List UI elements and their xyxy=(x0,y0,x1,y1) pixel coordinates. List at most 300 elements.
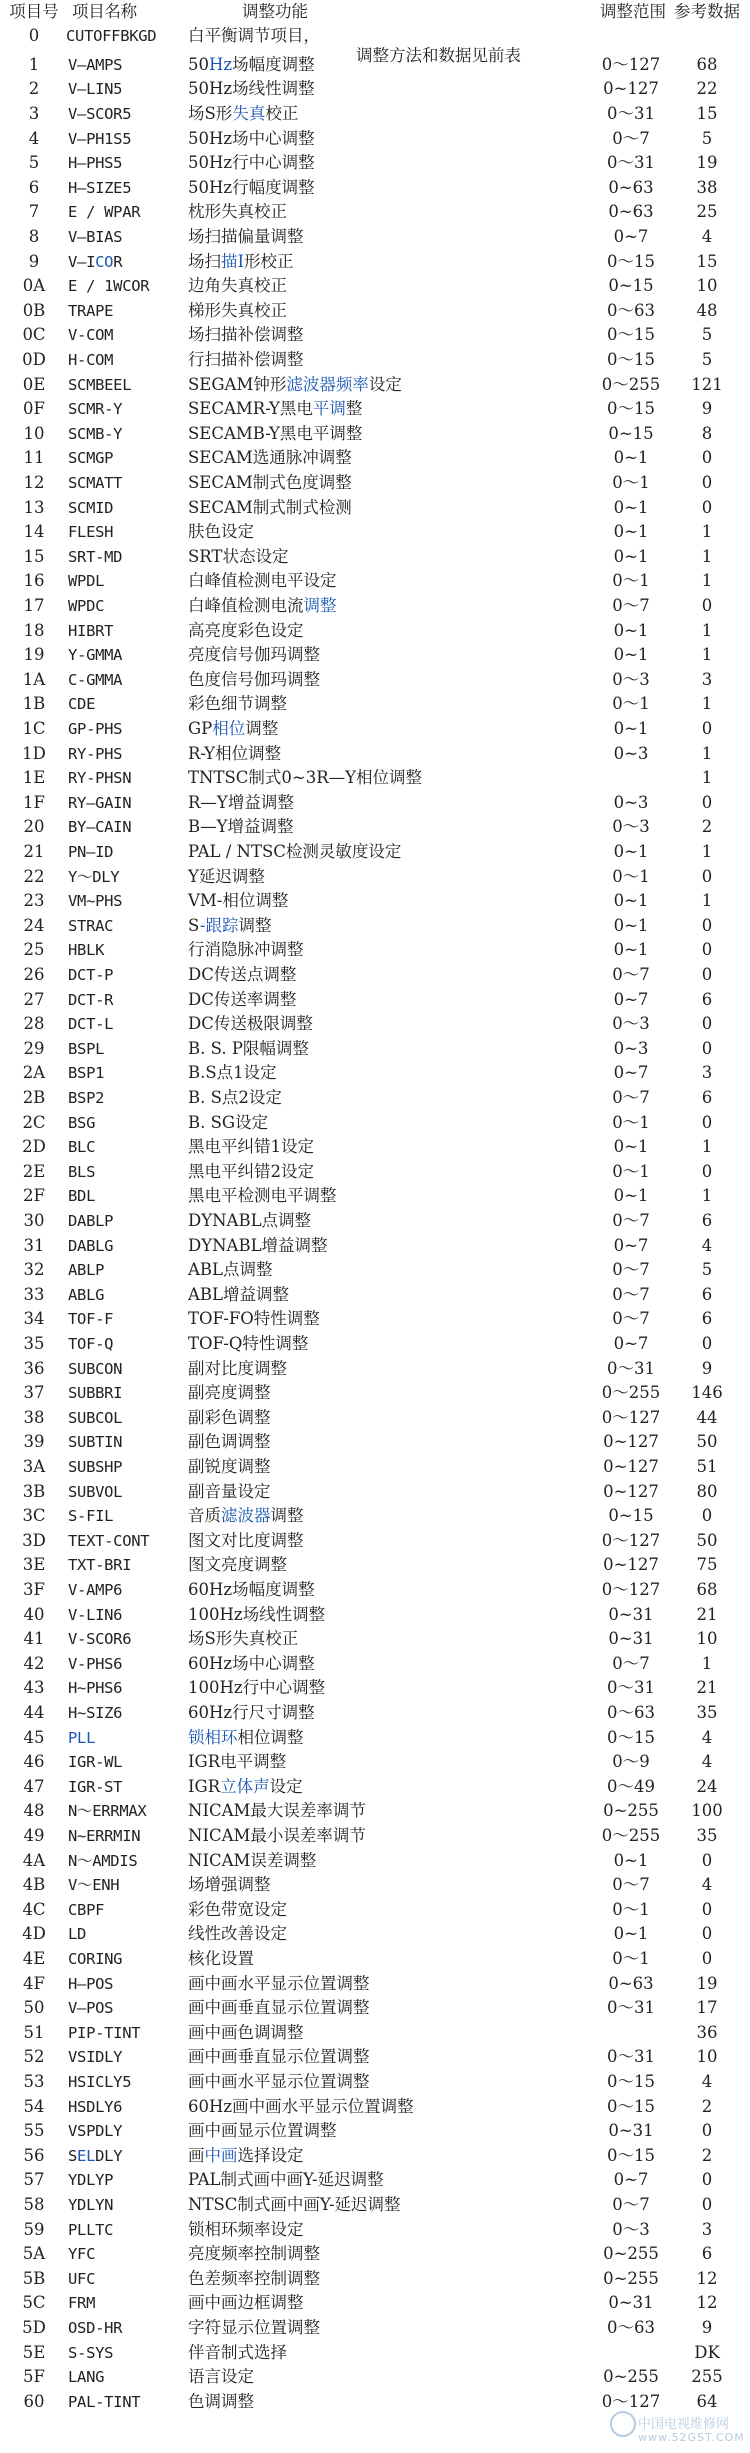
row-function: 梯形失真校正 xyxy=(188,300,287,320)
term-link[interactable]: 调整 xyxy=(303,596,337,615)
row-name: DABLP xyxy=(68,1212,114,1230)
row-range: 0~1 xyxy=(613,546,649,566)
row-code: 20 xyxy=(23,817,45,837)
row-range: 0～7 xyxy=(612,1309,650,1329)
row-name: CDE xyxy=(68,695,96,714)
table-row xyxy=(0,742,750,767)
term-link[interactable]: 描I xyxy=(221,251,245,271)
row-range: 0～1 xyxy=(612,694,650,714)
row-function: 50Hz场线性调整 xyxy=(188,79,315,99)
table-row xyxy=(0,200,750,225)
row-range: 0～1 xyxy=(612,1949,650,1968)
table-row xyxy=(0,1726,750,1751)
watermark-logo-icon xyxy=(610,2411,636,2437)
row-code: 1D xyxy=(22,743,46,763)
row-range: 0~7 xyxy=(613,1063,649,1083)
row-reference: 0 xyxy=(701,1899,713,1919)
row-range: 0～127 xyxy=(601,1407,661,1427)
row-range: 0~15 xyxy=(608,276,654,296)
row-name: E / WPAR xyxy=(68,203,141,222)
header-reference: 参考数据 xyxy=(674,2,740,21)
term-link[interactable]: CO xyxy=(95,252,114,271)
term-link[interactable]: 相位 xyxy=(212,719,246,738)
row-code: 43 xyxy=(23,1678,45,1698)
row-name: SUBSHP xyxy=(68,1458,123,1476)
row-reference: 0 xyxy=(701,2121,713,2141)
row-code: 4A xyxy=(22,1850,46,1870)
row-name: Y～DLY xyxy=(68,867,120,886)
row-function: NICAM最小误差率调节 xyxy=(188,1826,366,1845)
row-name: CBPF xyxy=(68,1900,105,1919)
row-code: 0B xyxy=(22,300,46,320)
row-function: 场增强调整 xyxy=(188,1875,271,1895)
table-row xyxy=(0,1824,750,1849)
table-row xyxy=(0,766,750,791)
row-code: 34 xyxy=(23,1309,45,1329)
row-reference: 255 xyxy=(691,2367,723,2387)
row-range: 0～127 xyxy=(601,2391,661,2411)
row-reference: 50 xyxy=(696,1432,718,1452)
row-reference: 19 xyxy=(696,1973,718,1993)
row-name: V—BIAS xyxy=(68,228,123,246)
row-function: DC传送点调整 xyxy=(188,965,297,984)
row-range: 0～7 xyxy=(612,1284,650,1304)
row-function: R-Y相位调整 xyxy=(188,743,282,763)
row-range: 0～1 xyxy=(612,571,650,591)
table-row xyxy=(0,2168,750,2193)
row-reference: 10 xyxy=(696,276,718,296)
term-link[interactable]: 滤波器 xyxy=(221,1506,271,1526)
row-reference: 5 xyxy=(701,350,713,369)
row-name: ABLP xyxy=(68,1261,105,1280)
row-function: 边角失真校正 xyxy=(188,276,287,296)
row-code: 4B xyxy=(22,1875,46,1895)
row-code: 33 xyxy=(23,1284,45,1304)
row-reference: 8 xyxy=(701,423,713,443)
table-row xyxy=(0,1676,750,1701)
row-function: Y延迟调整 xyxy=(188,866,265,886)
row-code: 52 xyxy=(23,2047,45,2067)
table-row xyxy=(0,1972,750,1997)
row-function: 语言设定 xyxy=(188,2367,254,2387)
row-function: 60Hz画中画水平显示位置调整 xyxy=(188,2096,414,2116)
row-reference: 1 xyxy=(701,645,713,665)
row-range: 0～7 xyxy=(612,1260,650,1280)
row-code: 23 xyxy=(23,891,45,911)
row-function: IGR立体声设定 xyxy=(188,1776,303,1796)
table-row xyxy=(0,1234,750,1259)
term-link[interactable]: 中画 xyxy=(204,2145,238,2165)
row-code: 54 xyxy=(23,2096,45,2116)
table-row xyxy=(0,1086,750,1111)
row-range: 0～15 xyxy=(607,2145,655,2165)
row-reference: 1 xyxy=(701,768,713,788)
row-code: 35 xyxy=(23,1334,45,1353)
row-reference: 9 xyxy=(701,1358,713,1378)
table-row xyxy=(0,2242,750,2267)
row-name: V—AMPS xyxy=(68,55,123,74)
row-range: 0～15 xyxy=(607,325,655,345)
row-code: 25 xyxy=(23,940,45,960)
row-function: 场扫描补偿调整 xyxy=(188,325,304,345)
row-range: 0～1 xyxy=(612,1112,650,1132)
row-function: 画中画水平显示位置调整 xyxy=(188,1973,370,1993)
row-reference: 21 xyxy=(696,1604,718,1624)
row-function: 60Hz场中心调整 xyxy=(188,1653,315,1673)
table-row xyxy=(0,1873,750,1898)
row-name: CUTOFFBKGD xyxy=(66,27,157,46)
row-reference: 1 xyxy=(701,1186,713,1206)
row-function: 伴音制式选择 xyxy=(188,2342,287,2362)
row-reference: 0 xyxy=(701,1161,713,1181)
term-link[interactable]: PLL xyxy=(68,1728,96,1747)
row-range: 0~7 xyxy=(613,227,649,246)
row-function: 场S形失真校正 xyxy=(188,104,299,123)
row-function: DC传送极限调整 xyxy=(188,1014,313,1034)
row-range: 0～15 xyxy=(607,2096,655,2116)
row-code: 4F xyxy=(23,1973,45,1993)
row-name: SUBCOL xyxy=(68,1408,123,1427)
row-code: 0E xyxy=(22,374,46,394)
row-range: 0~7 xyxy=(613,989,649,1009)
term-link[interactable]: 滤波器频率 xyxy=(286,374,369,394)
row-name: PLLTC xyxy=(68,2220,114,2239)
row-reference: 4 xyxy=(701,227,713,246)
row-name: V—POS xyxy=(68,1999,114,2018)
table-row xyxy=(0,1332,750,1357)
row-reference: 24 xyxy=(696,1776,718,1796)
row-range: 0~255 xyxy=(603,2367,659,2387)
row-name: DABLG xyxy=(68,1236,114,1255)
row-function: NICAM最大误差率调节 xyxy=(188,1801,366,1821)
row-code: 1A xyxy=(22,669,46,689)
row-name: Y-GMMA xyxy=(68,646,123,665)
row-reference: 146 xyxy=(691,1383,723,1403)
table-row xyxy=(0,274,750,299)
row-function: 锁相环频率设定 xyxy=(188,2219,304,2239)
row-function: 色度信号伽玛调整 xyxy=(188,669,320,689)
table-row xyxy=(0,889,750,914)
table-row xyxy=(0,1775,750,1800)
table-row xyxy=(0,2267,750,2292)
row-function: DC传送率调整 xyxy=(188,989,297,1009)
row-reference: 4 xyxy=(701,1727,713,1747)
row-code: 15 xyxy=(23,546,45,566)
row-name: TOF-F xyxy=(68,1310,114,1329)
row-code: 31 xyxy=(23,1235,45,1255)
row-range: 0~15 xyxy=(608,423,654,443)
table-row xyxy=(0,569,750,594)
row-reference: 2 xyxy=(701,2096,713,2116)
row-range: 0～15 xyxy=(607,1727,655,1747)
table-row xyxy=(0,323,750,348)
row-function: 图文对比度调整 xyxy=(188,1530,304,1550)
row-reference: 15 xyxy=(696,104,718,123)
row-code: 41 xyxy=(23,1629,45,1649)
table-row xyxy=(0,1258,750,1283)
row-name: DCT-L xyxy=(68,1015,114,1034)
row-code: 4 xyxy=(28,128,40,148)
row-code: 4C xyxy=(22,1899,46,1919)
row-reference: 0 xyxy=(701,1112,713,1132)
row-range: 0~1 xyxy=(613,522,649,542)
table-row xyxy=(0,1184,750,1209)
row-function: 副彩色调整 xyxy=(188,1407,271,1427)
row-function: 色调调整 xyxy=(188,2391,254,2411)
row-code: 59 xyxy=(23,2219,45,2239)
row-name: OSD-HR xyxy=(68,2319,123,2337)
header-name: 项目名称 xyxy=(72,2,137,21)
table-row xyxy=(0,2095,750,2120)
row-function: S-跟踪调整 xyxy=(188,915,272,935)
row-function: PAL制式画中画Y-延迟调整 xyxy=(188,2170,384,2190)
row-code: 2E xyxy=(22,1161,46,1181)
table-row xyxy=(0,1135,750,1160)
row-reference xyxy=(666,24,748,49)
row-code: 17 xyxy=(23,596,45,615)
row-code: 53 xyxy=(23,2072,45,2091)
term-link[interactable]: 平调 xyxy=(312,399,346,419)
row-name: H~SIZ6 xyxy=(68,1704,123,1722)
row-reference: 10 xyxy=(696,1629,718,1649)
table-row xyxy=(0,397,750,422)
row-name: TEXT-CONT xyxy=(68,1531,150,1550)
row-function: 核化设置 xyxy=(188,1949,254,1968)
table-row xyxy=(0,1529,750,1554)
row-reference: 21 xyxy=(696,1678,718,1698)
row-reference: 0 xyxy=(701,1334,713,1353)
row-reference: 35 xyxy=(696,1826,718,1845)
row-code: 58 xyxy=(23,2195,45,2214)
row-range: 0～7 xyxy=(612,1875,650,1895)
row-range: 0～31 xyxy=(607,153,655,173)
row-function: 50Hz场幅度调整 xyxy=(188,54,315,74)
table-row xyxy=(0,1849,750,1874)
row-reference: 0 xyxy=(701,497,713,517)
row-name: H—SIZE5 xyxy=(68,178,132,197)
table-row xyxy=(0,1209,750,1234)
row-name: H-COM xyxy=(68,351,114,369)
table-row xyxy=(0,1430,750,1455)
row-reference: 0 xyxy=(701,448,713,468)
row-code: 9 xyxy=(28,251,40,271)
row-code: 48 xyxy=(23,1801,45,1821)
table-row xyxy=(0,250,750,275)
row-code: 3E xyxy=(22,1555,46,1575)
row-name: HBLK xyxy=(68,941,105,960)
row-code: 38 xyxy=(23,1407,45,1427)
row-name: E / 1WCOR xyxy=(68,277,150,296)
row-range: 0～127 xyxy=(601,1580,661,1599)
term-link[interactable]: -跟踪 xyxy=(199,915,239,935)
table-row xyxy=(0,619,750,644)
row-function: 黑电平检测电平调整 xyxy=(188,1186,337,1206)
row-range: 0～31 xyxy=(607,1998,655,2018)
row-name: RY-PHSN xyxy=(68,769,132,788)
row-name: BLC xyxy=(68,1138,96,1157)
row-name: SUBVOL xyxy=(68,1482,123,1501)
row-range: 0～15 xyxy=(607,350,655,369)
row-function: 白峰值检测电流调整 xyxy=(188,596,337,615)
row-reference: 1 xyxy=(701,842,713,861)
row-code: 14 xyxy=(23,522,45,542)
row-function: 画中画垂直显示位置调整 xyxy=(188,2047,370,2067)
row-reference: 4 xyxy=(701,2072,713,2091)
row-range: 0～7 xyxy=(612,596,650,615)
row-reference: 6 xyxy=(701,1309,713,1329)
row-code: 2C xyxy=(22,1112,46,1132)
row-code: 32 xyxy=(23,1260,45,1280)
row-range: 0～9 xyxy=(612,1752,650,1772)
table-row xyxy=(0,1701,750,1726)
row-function-continued: 调整方法和数据见前表 xyxy=(356,46,521,66)
row-range: 0~15 xyxy=(608,1506,654,1526)
row-name: UFC xyxy=(68,2269,96,2288)
term-link[interactable]: Hz xyxy=(209,54,233,74)
row-code: 5B xyxy=(22,2268,46,2288)
row-reference: 0 xyxy=(701,1038,713,1058)
row-function: IGR电平调整 xyxy=(188,1752,287,1772)
row-function: 100Hz行中心调整 xyxy=(188,1678,326,1698)
row-reference: 1 xyxy=(701,891,713,911)
row-code: 16 xyxy=(23,571,45,591)
row-function: 60Hz行尺寸调整 xyxy=(188,1703,315,1722)
table-row xyxy=(0,496,750,521)
row-code: 3F xyxy=(23,1580,45,1599)
row-code: 5 xyxy=(28,153,40,173)
row-name: SRT-MD xyxy=(68,547,123,566)
row-reference: 38 xyxy=(696,177,718,197)
row-range: 0~63 xyxy=(608,202,654,222)
term-link[interactable]: 锁相环 xyxy=(188,1727,238,1747)
row-range: 0~1 xyxy=(613,1186,649,1206)
table-row xyxy=(0,1504,750,1529)
row-code: 3B xyxy=(22,1481,46,1501)
row-function: 场扫描偏量调整 xyxy=(188,227,304,246)
row-function: GP相位调整 xyxy=(188,719,279,738)
row-function: 副亮度调整 xyxy=(188,1383,271,1403)
row-function: 50Hz场中心调整 xyxy=(188,128,315,148)
row-range: 0～31 xyxy=(607,2047,655,2067)
term-link[interactable]: 立体声 xyxy=(220,1776,270,1796)
row-name: WPDL xyxy=(68,572,105,591)
row-function: 音质滤波器调整 xyxy=(188,1506,304,1526)
row-name: H~PHS6 xyxy=(68,1679,123,1698)
row-name: V-PHS6 xyxy=(68,1654,123,1673)
row-range: 0~3 xyxy=(613,743,649,763)
table-row xyxy=(0,717,750,742)
row-name: BSP1 xyxy=(68,1064,105,1083)
row-range: 0~1 xyxy=(613,620,649,640)
row-code: 11 xyxy=(23,448,45,468)
row-name: WPDC xyxy=(68,597,105,615)
row-reference: 0 xyxy=(701,965,713,984)
row-code: 1C xyxy=(22,719,46,738)
table-row xyxy=(0,1406,750,1431)
row-reference: 51 xyxy=(696,1457,718,1476)
row-function: NTSC制式画中画Y-延迟调整 xyxy=(188,2195,401,2214)
table-row xyxy=(0,471,750,496)
row-reference: 9 xyxy=(701,399,713,419)
row-range: 0～1 xyxy=(612,1899,650,1919)
table-row xyxy=(0,988,750,1013)
row-name: SUBTIN xyxy=(68,1433,123,1452)
row-name: BSP2 xyxy=(68,1089,105,1107)
row-range: 0~255 xyxy=(603,2244,659,2264)
row-range: 0～127 xyxy=(601,1530,661,1550)
row-name: FRM xyxy=(68,2294,96,2313)
row-function: SECAMR-Y黑电平调整 xyxy=(188,399,363,419)
row-range: 0~1 xyxy=(613,645,649,665)
row-code: 5D xyxy=(22,2318,46,2337)
row-function: PAL / NTSC检测灵敏度设定 xyxy=(188,842,402,861)
row-reference: 50 xyxy=(696,1530,718,1550)
row-name: H—POS xyxy=(68,1974,114,1993)
table-row xyxy=(0,1381,750,1406)
row-code: 3A xyxy=(22,1457,46,1476)
row-name: HSICLY5 xyxy=(68,2073,132,2091)
row-reference: 1 xyxy=(701,620,713,640)
table-row xyxy=(0,1283,750,1308)
row-name: S-SYS xyxy=(68,2343,114,2362)
row-reference: 0 xyxy=(701,473,713,492)
table-row xyxy=(0,2365,750,2390)
row-code: 29 xyxy=(23,1038,45,1058)
row-name: SUBBRI xyxy=(68,1384,123,1403)
row-name: V-LIN6 xyxy=(68,1605,123,1624)
row-reference: 12 xyxy=(696,2293,718,2313)
row-code: 18 xyxy=(23,620,45,640)
table-row xyxy=(0,422,750,447)
watermark-url: www.52GST.COM xyxy=(638,2431,745,2444)
table-row xyxy=(0,594,750,619)
row-code: 3 xyxy=(28,104,40,123)
row-reference: 48 xyxy=(696,300,718,320)
row-reference: 22 xyxy=(696,79,718,99)
row-range: 0～31 xyxy=(607,1358,655,1378)
row-code: 13 xyxy=(23,497,45,517)
row-function: 副锐度调整 xyxy=(188,1457,271,1476)
row-name: TRAPE xyxy=(68,301,114,320)
row-range: 0～15 xyxy=(607,2072,655,2091)
row-function: 60Hz场幅度调整 xyxy=(188,1580,315,1599)
row-function: SRT状态设定 xyxy=(188,546,289,566)
row-name: V-SCOR6 xyxy=(68,1630,132,1649)
row-range: 0～63 xyxy=(607,2318,655,2337)
table-row xyxy=(0,176,750,201)
table-row xyxy=(0,1553,750,1578)
row-code: 50 xyxy=(23,1998,45,2018)
row-code: 56 xyxy=(23,2145,45,2165)
row-name: V-AMP6 xyxy=(68,1581,123,1599)
row-range: 0~31 xyxy=(608,2121,654,2141)
row-name: PIP-TINT xyxy=(68,2023,141,2042)
row-function: 100Hz场线性调整 xyxy=(188,1604,326,1624)
row-range: 0~127 xyxy=(603,79,659,99)
row-reference: 3 xyxy=(701,2219,713,2239)
row-reference: 6 xyxy=(701,2244,713,2264)
row-code: 0D xyxy=(22,350,46,369)
row-function: VM-相位调整 xyxy=(188,891,289,911)
row-code: 2A xyxy=(22,1063,46,1083)
term-link[interactable]: 失真 xyxy=(232,104,266,123)
row-code: 2F xyxy=(23,1186,45,1206)
term-link[interactable]: EL xyxy=(77,2146,96,2165)
row-function: DYNABL增益调整 xyxy=(188,1235,328,1255)
row-function: DYNABL点调整 xyxy=(188,1211,312,1230)
row-code: 5F xyxy=(23,2367,45,2387)
table-row xyxy=(0,520,750,545)
